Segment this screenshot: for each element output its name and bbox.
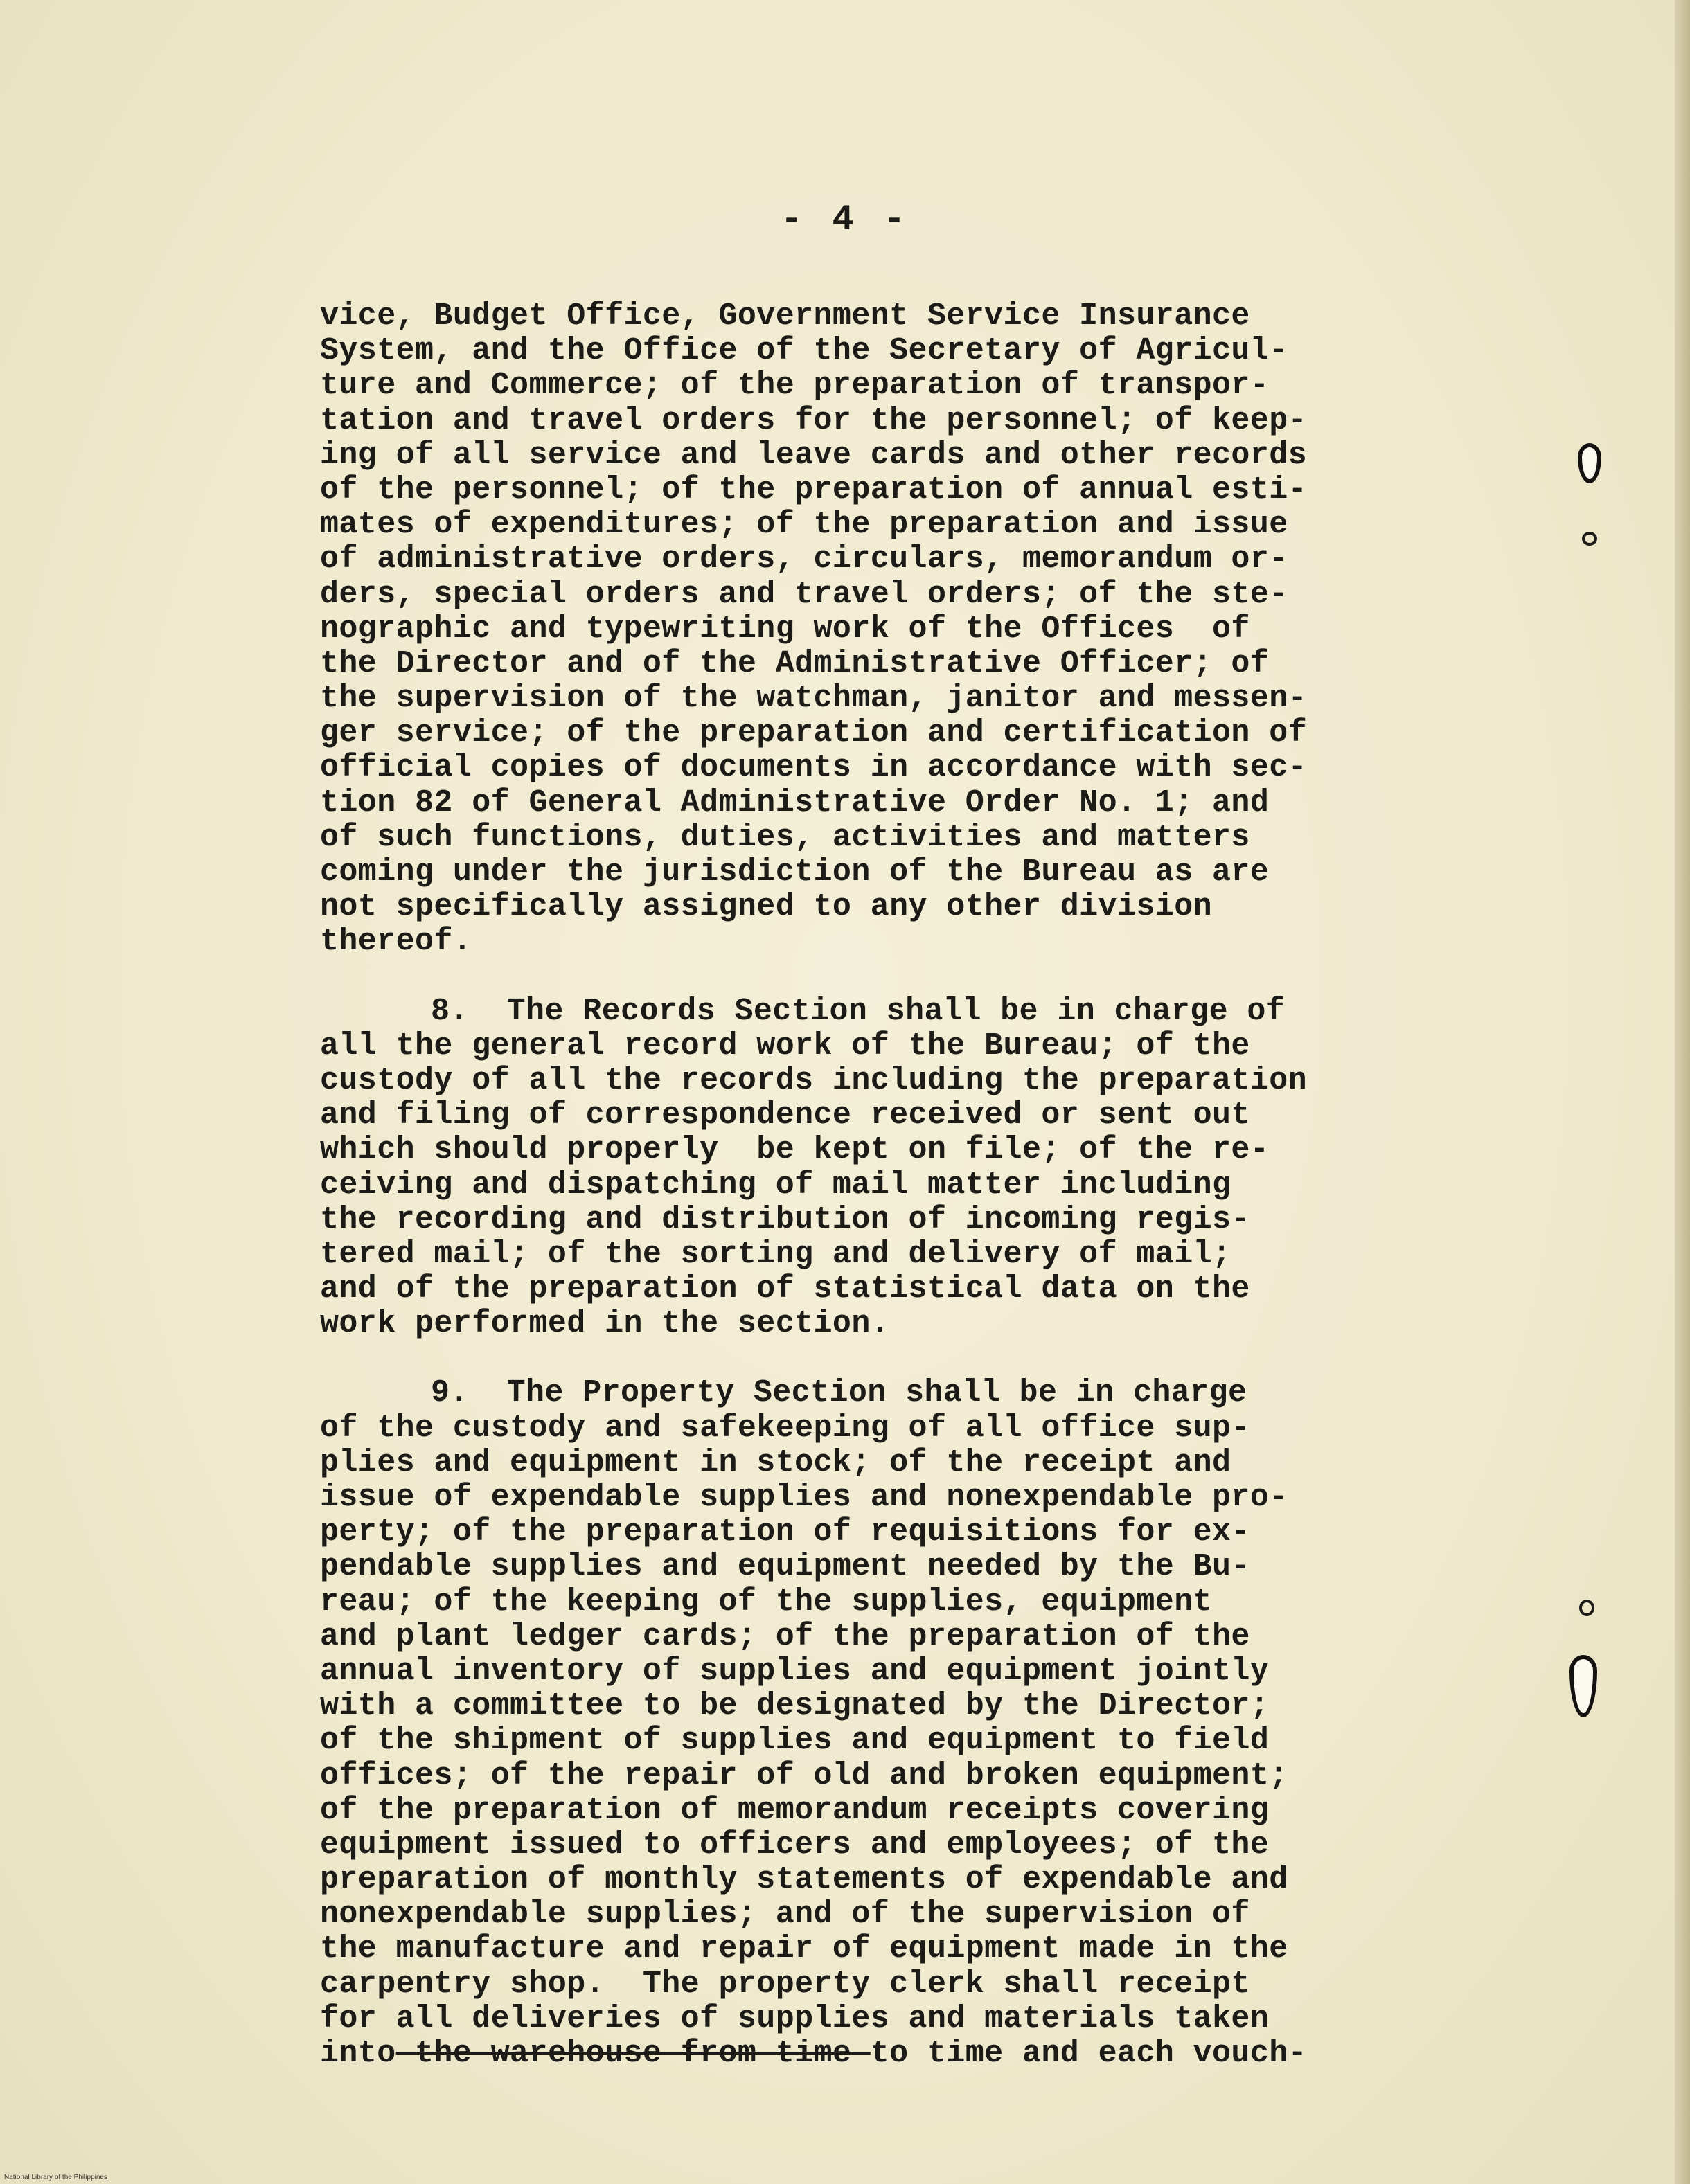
text-line: equipment issued to officers and employees; of the (320, 1827, 1270, 1863)
text-line: of the shipment of supplies and equipment to field (320, 1723, 1270, 1759)
text-line: the manufacture and repair of equipment made in the (320, 1931, 1288, 1967)
text-line: nographic and typewriting work of the Offices of (320, 611, 1250, 647)
text-line: tation and travel orders for the personnel; of keep- (320, 402, 1308, 438)
paragraph-records-section (320, 994, 1470, 1342)
text-line: carpentry shop. The property clerk shall receipt (320, 1966, 1250, 2002)
text-line: ture and Commerce; of the preparation of transpor- (320, 368, 1270, 404)
text-line: custody of all the records including the preparation (320, 1062, 1308, 1098)
struck-through-text: the warehouse from time (395, 2036, 871, 2071)
text-line: of the custody and safekeeping of all office sup- (320, 1410, 1250, 1446)
text-line: all the general record work of the Bureau; of the (320, 1028, 1250, 1064)
body-text (320, 299, 1470, 2071)
last-line-after: to time and each vouch- (870, 2036, 1308, 2071)
text-line: the supervision of the watchman, janitor and messen- (320, 681, 1308, 717)
text-line: ing of all service and leave cards and other records (320, 437, 1308, 473)
text-line: reau; of the keeping of the supplies, equipment (320, 1584, 1213, 1620)
text-line: and filing of correspondence received or sent out (320, 1098, 1250, 1134)
text-line: of the preparation of memorandum receipts covering (320, 1792, 1270, 1828)
paper-mark (1579, 1600, 1594, 1616)
text-line: tered mail; of the sorting and delivery of mail; (320, 1236, 1231, 1272)
text-line: perty; of the preparation of requisitions for ex- (320, 1514, 1250, 1550)
text-line: coming under the jurisdiction of the Bureau as are (320, 854, 1270, 890)
text-line: nonexpendable supplies; and of the supervision of (320, 1897, 1250, 1933)
text-line: mates of expenditures; of the preparation and issue (320, 507, 1288, 543)
text-line: thereof. (320, 924, 472, 960)
footer-credit: National Library of the Philippines (4, 2174, 107, 2181)
text-line: System, and the Office of the Secretary of Agricul- (320, 333, 1288, 369)
text-line: the Director and of the Administrative Officer; of (320, 645, 1270, 681)
text-line: not specifically assigned to any other division (320, 889, 1213, 925)
text-line: of administrative orders, circulars, memorandum or- (320, 541, 1288, 578)
text-line: 9. The Property Section shall be in charge (431, 1375, 1247, 1411)
punch-hole (1569, 1655, 1597, 1717)
paragraph-property-section (320, 1376, 1470, 2037)
text-line: official copies of documents in accordance with sec- (320, 750, 1308, 786)
text-line-last (320, 2037, 1470, 2071)
text-line: ger service; of the preparation and certification of (320, 715, 1308, 751)
text-line: 8. The Records Section shall be in charge of (431, 993, 1286, 1029)
text-line: ceiving and dispatching of mail matter including (320, 1167, 1231, 1203)
paragraph-continuation (320, 299, 1470, 960)
text-line: preparation of monthly statements of expendable and (320, 1862, 1288, 1898)
text-line: the recording and distribution of incoming regis- (320, 1201, 1250, 1237)
text-line: vice, Budget Office, Government Service Insurance (320, 298, 1250, 334)
punch-hole (1578, 443, 1601, 483)
text-line: of the personnel; of the preparation of annual esti- (320, 472, 1308, 508)
text-line: with a committee to be designated by the Director; (320, 1688, 1270, 1724)
text-line: work performed in the section. (320, 1306, 890, 1342)
text-line: ders, special orders and travel orders; of the ste- (320, 576, 1288, 612)
text-line: issue of expendable supplies and nonexpendable pro- (320, 1480, 1288, 1515)
page-number: - 4 - (780, 199, 910, 240)
text-line: which should properly be kept on file; of the re- (320, 1132, 1270, 1168)
text-line: tion 82 of General Administrative Order No. 1; and (320, 785, 1270, 821)
paper-mark (1582, 532, 1597, 546)
text-line: annual inventory of supplies and equipment jointly (320, 1653, 1270, 1689)
text-line: and plant ledger cards; of the preparation of the (320, 1618, 1250, 1654)
text-line: pendable supplies and equipment needed by the Bu- (320, 1549, 1250, 1585)
page-edge-shadow (1675, 0, 1690, 2184)
text-line: for all deliveries of supplies and materials taken (320, 2000, 1270, 2037)
text-line: offices; of the repair of old and broken equipment; (320, 1757, 1288, 1793)
text-line: plies and equipment in stock; of the receipt and (320, 1444, 1231, 1480)
text-line: of such functions, duties, activities and matters (320, 819, 1250, 855)
text-line: and of the preparation of statistical data on the (320, 1271, 1250, 1307)
last-line-before: into (320, 2036, 396, 2071)
